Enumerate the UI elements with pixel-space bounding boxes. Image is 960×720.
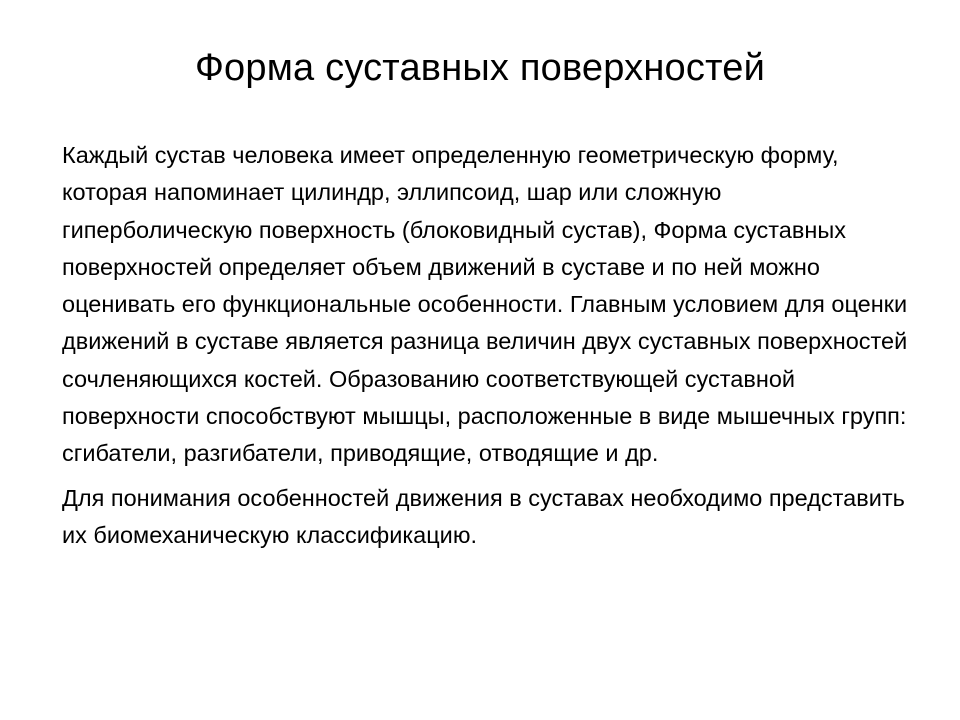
slide-body <box>62 137 912 554</box>
body-paragraph-1: Каждый сустав человека имеет определенную геометрическую форму, которая напоминает цилиндр, эллипсоид, шар или сложную гиперболическую поверхность (блоковидный сустав), Форма суставных поверхностей определяет объем движений в суставе и по ней можно оценивать его функциональные особенности. Главным условием для оценки движений в суставе является разница величин двух суставных поверхностей сочленяющихся костей. Образованию соответствующей суставной поверхности способствуют мышцы, расположенные в виде мышечных групп: сгибатели, разгибатели, приводящие, отводящие и др. <box>62 142 908 467</box>
slide-title: Форма суставных поверхностей <box>194 47 766 89</box>
body-paragraph-2: Для понимания особенностей движения в суставах необходимо представить их биомеханическую классификацию. <box>62 484 905 548</box>
